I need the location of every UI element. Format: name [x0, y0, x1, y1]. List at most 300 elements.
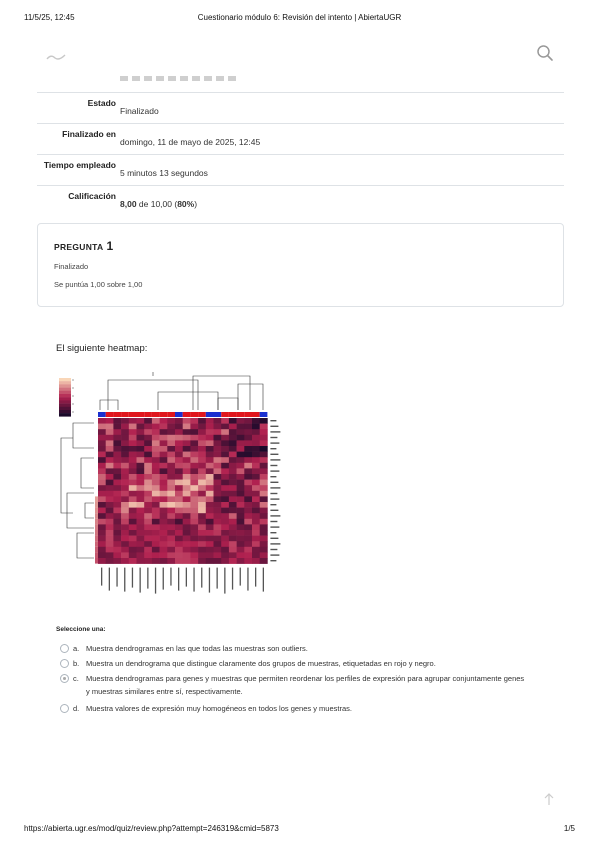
heatmap-cell [206, 491, 214, 497]
column-dendrogram [108, 380, 198, 410]
heatmap-cell [221, 457, 229, 463]
heatmap-cell [129, 547, 137, 553]
question-state: Finalizado [54, 262, 89, 271]
gene-label [270, 560, 276, 561]
row-annotation-cell [95, 502, 98, 508]
heatmap-cell [106, 446, 114, 452]
heatmap-cell [129, 502, 137, 508]
heatmap-cell [183, 480, 191, 486]
heatmap-cell [121, 440, 129, 446]
heatmap-cell [206, 547, 214, 553]
heatmap-cell [152, 513, 160, 519]
heatmap-cell [221, 480, 229, 486]
heatmap-cell [190, 429, 198, 435]
heatmap-cell [121, 424, 129, 430]
heatmap-cell [198, 491, 206, 497]
heatmap-cell [214, 474, 222, 480]
color-key-swatch [59, 413, 71, 416]
gene-label [270, 510, 278, 511]
heatmap-cell [252, 485, 260, 491]
summary-label: Tiempo empleado [43, 160, 116, 170]
heatmap-cell [198, 463, 206, 469]
color-key-swatch [59, 400, 71, 403]
summary-label: Finalizado en [62, 129, 116, 139]
heatmap-cell [144, 530, 152, 536]
gene-label [270, 437, 277, 438]
heatmap-cell [121, 463, 129, 469]
heatmap-cell [160, 547, 168, 553]
summary-row-time-taken [37, 155, 564, 186]
heatmap-cell [252, 440, 260, 446]
sample-group-bar [214, 412, 222, 417]
heatmap-cell [144, 541, 152, 547]
heatmap-cell [214, 519, 222, 525]
heatmap-cell [144, 524, 152, 530]
heatmap-cell [183, 530, 191, 536]
heatmap-cell [160, 468, 168, 474]
heatmap-cell [206, 457, 214, 463]
heatmap-cell [129, 513, 137, 519]
heatmap-cell [198, 524, 206, 530]
heatmap-cell [260, 558, 268, 564]
heatmap-cell [137, 452, 145, 458]
heatmap-cell [260, 463, 268, 469]
heatmap-cell [152, 480, 160, 486]
row-annotation-cell [95, 513, 98, 519]
heatmap-cell [137, 519, 145, 525]
heatmap-cell [121, 541, 129, 547]
heatmap-cell [129, 541, 137, 547]
heatmap-cell [106, 552, 114, 558]
heatmap-cell [160, 541, 168, 547]
heatmap-cell [98, 446, 106, 452]
heatmap-cell [152, 552, 160, 558]
heatmap-cell [244, 547, 252, 553]
heatmap-cell [144, 519, 152, 525]
print-timestamp: 11/5/25, 12:45 [24, 13, 75, 22]
heatmap-cell [214, 558, 222, 564]
heatmap-cell [144, 552, 152, 558]
heatmap-cell [252, 491, 260, 497]
heatmap-cell [237, 429, 245, 435]
heatmap-cell [206, 440, 214, 446]
heatmap-cell [252, 435, 260, 441]
attempt-summary-table [37, 74, 564, 218]
heatmap-cell [175, 440, 183, 446]
answer-radio[interactable] [60, 674, 69, 683]
heatmap-cell [121, 508, 129, 514]
heatmap-cell [260, 468, 268, 474]
heatmap-cell [106, 468, 114, 474]
heatmap-cell [214, 508, 222, 514]
heatmap-cell [214, 547, 222, 553]
heatmap-cell [252, 474, 260, 480]
heatmap-cell [137, 446, 145, 452]
heatmap-cell [160, 435, 168, 441]
heatmap-cell [252, 502, 260, 508]
heatmap-cell [152, 519, 160, 525]
heatmap-cell [137, 457, 145, 463]
heatmap-cell [198, 446, 206, 452]
heatmap-cell [198, 468, 206, 474]
heatmap-cell [252, 424, 260, 430]
heatmap-cell [137, 429, 145, 435]
heatmap-cell [113, 474, 121, 480]
heatmap-cell [229, 519, 237, 525]
heatmap-cell [137, 530, 145, 536]
sample-group-bar [244, 412, 252, 417]
heatmap-cell [175, 452, 183, 458]
heatmap-cell [106, 524, 114, 530]
heatmap-cell [98, 536, 106, 542]
heatmap-cell [98, 552, 106, 558]
row-annotation-cell [95, 519, 98, 525]
summary-label: Estado [87, 98, 116, 108]
sample-group-bar [183, 412, 191, 417]
heatmap-cell [221, 418, 229, 424]
sample-group-bar [229, 412, 237, 417]
heatmap-cell [106, 502, 114, 508]
heatmap-cell [221, 558, 229, 564]
heatmap-cell [152, 429, 160, 435]
heatmap-cell [221, 519, 229, 525]
answer-radio[interactable] [60, 659, 69, 668]
heatmap-cell [144, 446, 152, 452]
heatmap-cell [229, 536, 237, 542]
answer-text: Muestra valores de expresión muy homogéneos en todos los genes y muestras. [86, 704, 352, 713]
heatmap-cell [113, 552, 121, 558]
heatmap-cell [137, 480, 145, 486]
heatmap-cell [98, 496, 106, 502]
sample-label [170, 568, 171, 586]
heatmap-cell [129, 508, 137, 514]
heatmap-cell [137, 496, 145, 502]
heatmap-cell [106, 519, 114, 525]
heatmap-cell [175, 463, 183, 469]
heatmap-cell [167, 530, 175, 536]
heatmap-cell [237, 547, 245, 553]
print-url: https://abierta.ugr.es/mod/quiz/review.php?attempt=246319&cmid=5873 [24, 824, 279, 833]
heatmap-cell [221, 435, 229, 441]
sample-label [147, 568, 148, 589]
heatmap-cell [252, 446, 260, 452]
heatmap-cell [106, 457, 114, 463]
row-dendrogram [81, 458, 94, 488]
heatmap-cell [252, 508, 260, 514]
sample-group-bar [121, 412, 129, 417]
heatmap-cell [221, 552, 229, 558]
heatmap-cell [229, 468, 237, 474]
heatmap-cell [252, 530, 260, 536]
heatmap-cell [198, 547, 206, 553]
heatmap-cell [190, 513, 198, 519]
heatmap-cell [160, 530, 168, 536]
heatmap-cell [175, 536, 183, 542]
heatmap-cell [113, 480, 121, 486]
heatmap-cell [137, 552, 145, 558]
answer-radio[interactable] [60, 704, 69, 713]
print-page-number: 1/5 [563, 824, 575, 833]
heatmap-cell [121, 457, 129, 463]
row-dendrogram [67, 493, 94, 528]
sample-group-bar [237, 412, 245, 417]
heatmap-cell [129, 496, 137, 502]
heatmap-cell [198, 508, 206, 514]
heatmap-cell [190, 452, 198, 458]
heatmap-cell [244, 502, 252, 508]
heatmap-cell [190, 474, 198, 480]
heatmap-cell [167, 491, 175, 497]
heatmap-cell [237, 536, 245, 542]
heatmap-cell [167, 508, 175, 514]
heatmap-cell [229, 491, 237, 497]
heatmap-cell [237, 552, 245, 558]
heatmap-cell [206, 435, 214, 441]
color-key-swatch [59, 394, 71, 397]
heatmap-cell [244, 446, 252, 452]
row-dendrogram [77, 533, 94, 558]
heatmap-cell [113, 457, 121, 463]
gene-label [270, 493, 277, 494]
heatmap-cell [260, 457, 268, 463]
gene-label [270, 465, 277, 466]
heatmap-cell [121, 491, 129, 497]
heatmap-cell [244, 558, 252, 564]
heatmap-cell [98, 457, 106, 463]
heatmap-cell [214, 536, 222, 542]
color-key-swatch [59, 378, 71, 381]
heatmap-cell [214, 541, 222, 547]
heatmap-cell [206, 480, 214, 486]
heatmap-cell [244, 485, 252, 491]
heatmap-cell [221, 474, 229, 480]
heatmap-cell [129, 530, 137, 536]
heatmap-cell [113, 541, 121, 547]
summary-row-grade [37, 186, 564, 218]
heatmap-cell [221, 502, 229, 508]
heatmap-cell [129, 429, 137, 435]
heatmap-cell [260, 513, 268, 519]
answer-text: Muestra un dendrograma que distingue claramente dos grupos de muestras, etiquetadas en rojo y negro. [86, 659, 436, 668]
heatmap-cell [129, 446, 137, 452]
heatmap-cell [98, 502, 106, 508]
heatmap-cell [260, 547, 268, 553]
heatmap-cell [183, 558, 191, 564]
heatmap-cell [206, 452, 214, 458]
heatmap-cell [113, 530, 121, 536]
heatmap-cell [244, 530, 252, 536]
heatmap-cell [229, 541, 237, 547]
heatmap-cell [198, 513, 206, 519]
heatmap-cell [113, 519, 121, 525]
heatmap-cell [229, 429, 237, 435]
heatmap-cell [190, 508, 198, 514]
heatmap-cell [260, 496, 268, 502]
heatmap-cell [214, 513, 222, 519]
heatmap-cell [252, 463, 260, 469]
heatmap-cell [206, 530, 214, 536]
heatmap-cell [190, 457, 198, 463]
gene-label [270, 470, 279, 471]
gene-label [270, 532, 276, 533]
heatmap-cell [221, 485, 229, 491]
heatmap-cell [206, 513, 214, 519]
sample-label [155, 568, 156, 594]
heatmap-cell [121, 485, 129, 491]
heatmap-cell [252, 547, 260, 553]
heatmap-cell [198, 541, 206, 547]
heatmap-cell [190, 502, 198, 508]
heatmap-cell [167, 558, 175, 564]
heatmap-cell [167, 502, 175, 508]
select-one-label: Seleccione una: [56, 626, 106, 633]
heatmap-cell [144, 424, 152, 430]
heatmap-cell [229, 463, 237, 469]
heatmap-cell [152, 524, 160, 530]
heatmap-cell [229, 435, 237, 441]
site-logo[interactable] [45, 52, 67, 64]
heatmap-cell [129, 491, 137, 497]
summary-value: Finalizado [120, 106, 159, 116]
heatmap-cell [244, 474, 252, 480]
heatmap-cell [237, 530, 245, 536]
heatmap-cell [244, 429, 252, 435]
heatmap-cell [175, 474, 183, 480]
row-annotation-cell [95, 541, 98, 547]
heatmap-cell [221, 547, 229, 553]
heatmap-cell [113, 547, 121, 553]
summary-row-completed-on [37, 124, 564, 155]
heatmap-cell [206, 418, 214, 424]
heatmap-cell [160, 463, 168, 469]
heatmap-cell [129, 440, 137, 446]
heatmap-cell [198, 474, 206, 480]
heatmap-cell [244, 418, 252, 424]
heatmap-cell [214, 468, 222, 474]
heatmap-cell [106, 435, 114, 441]
heatmap-cell [121, 480, 129, 486]
heatmap-cell [98, 530, 106, 536]
heatmap-cell [175, 502, 183, 508]
heatmap-cell [214, 435, 222, 441]
heatmap-cell [229, 496, 237, 502]
heatmap-cell [144, 536, 152, 542]
heatmap-cell [237, 558, 245, 564]
heatmap-cell [160, 485, 168, 491]
gene-label [270, 521, 277, 522]
heatmap-cell [121, 452, 129, 458]
sample-label [124, 568, 125, 592]
heatmap-cell [106, 513, 114, 519]
heatmap-cell [198, 530, 206, 536]
heatmap-cell [214, 502, 222, 508]
color-key-swatch [59, 391, 71, 394]
heatmap-cell [237, 463, 245, 469]
sample-group-bar [252, 412, 260, 417]
heatmap-cell [121, 418, 129, 424]
heatmap-cell [190, 558, 198, 564]
sample-label [224, 568, 225, 594]
heatmap-cell [106, 474, 114, 480]
heatmap-cell [106, 485, 114, 491]
heatmap-cell [98, 547, 106, 553]
heatmap-cell [183, 496, 191, 502]
row-annotation-cell [95, 496, 98, 502]
column-dendrogram [238, 384, 263, 410]
heatmap-cell [98, 524, 106, 530]
heatmap-cell [244, 435, 252, 441]
gene-label [270, 431, 280, 432]
heatmap-cell [121, 502, 129, 508]
heatmap-cell [152, 474, 160, 480]
gene-label [270, 543, 280, 544]
heatmap-cell [260, 530, 268, 536]
heatmap-cell [190, 491, 198, 497]
heatmap-cell [244, 508, 252, 514]
heatmap-cell [221, 536, 229, 542]
heatmap-cell [183, 429, 191, 435]
heatmap-cell [137, 508, 145, 514]
sample-group-bar [206, 412, 214, 417]
heatmap-cell [144, 468, 152, 474]
heatmap-cell [198, 440, 206, 446]
heatmap-cell [106, 508, 114, 514]
heatmap-cell [198, 424, 206, 430]
heatmap-cell [221, 541, 229, 547]
heatmap-cell [183, 463, 191, 469]
heatmap-cell [183, 541, 191, 547]
sample-label [132, 568, 133, 588]
heatmap-cell [229, 457, 237, 463]
heatmap-cell [160, 424, 168, 430]
heatmap-cell [190, 468, 198, 474]
heatmap-cell [98, 440, 106, 446]
heatmap-cell [152, 418, 160, 424]
heatmap-cell [214, 496, 222, 502]
heatmap-cell [113, 463, 121, 469]
heatmap-cell [206, 496, 214, 502]
heatmap-cell [183, 552, 191, 558]
heatmap-cell [214, 440, 222, 446]
heatmap-cell [98, 429, 106, 435]
scroll-to-top-icon[interactable] [543, 792, 555, 806]
heatmap-cell [129, 457, 137, 463]
heatmap-cell [229, 530, 237, 536]
heatmap-cell [183, 468, 191, 474]
heatmap-cell [198, 558, 206, 564]
heatmap-cell [167, 541, 175, 547]
heatmap-cell [252, 552, 260, 558]
heatmap-cell [113, 502, 121, 508]
heatmap-cell [144, 502, 152, 508]
heatmap-cell [98, 558, 106, 564]
answer-radio[interactable] [60, 644, 69, 653]
search-icon[interactable] [536, 44, 554, 62]
sample-label [186, 568, 187, 587]
gene-label [270, 459, 280, 460]
heatmap-cell [214, 530, 222, 536]
heatmap-cell [106, 496, 114, 502]
heatmap-cell [190, 552, 198, 558]
heatmap-cell [121, 558, 129, 564]
heatmap-cell [221, 452, 229, 458]
heatmap-cell [229, 547, 237, 553]
heatmap-cell [260, 480, 268, 486]
heatmap-cell [144, 474, 152, 480]
row-annotation-cell [95, 524, 98, 530]
heatmap-cell [190, 480, 198, 486]
heatmap-cell [206, 502, 214, 508]
